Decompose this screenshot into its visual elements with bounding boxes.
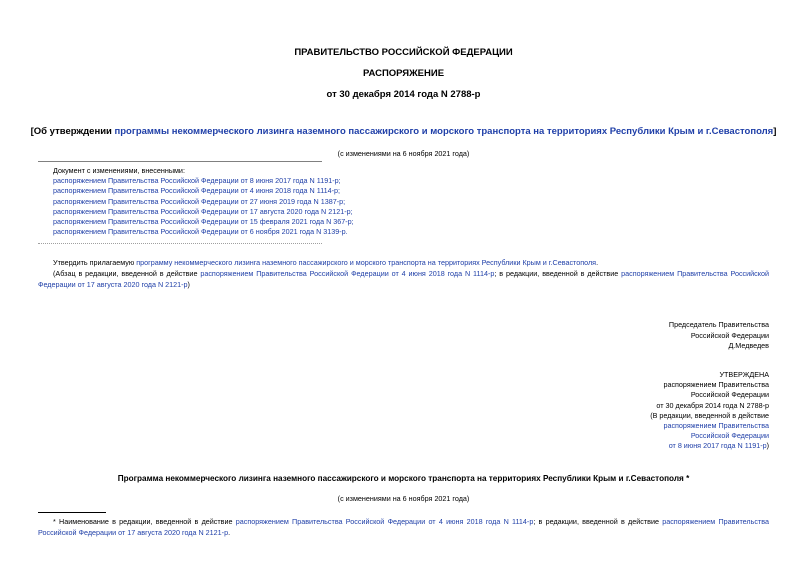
edition-line-1: [38, 268, 769, 279]
title-program-link[interactable]: программы некоммерческого лизинга наземного пассажирского и морского транспорта на территориях Республики Крым и г.Севастополя: [114, 126, 774, 137]
edition-link-2018[interactable]: распоряжением Правительства Российской Федерации от 4 июня 2018 года N 1114-р: [200, 269, 495, 278]
approve-program-link[interactable]: программу некоммерческого лизинга наземного пассажирского и морского транспорта на территориях Республики Крым и г.Севастополя: [136, 258, 597, 267]
footnote-link-2020-part2[interactable]: Российской Федерации от 17 августа 2020 года N 2121-р: [38, 528, 229, 537]
amendment-link-6[interactable]: распоряжением Правительства Российской Федерации от 6 ноября 2021 года N 3139-р.: [53, 227, 348, 237]
approved-block: [650, 370, 769, 452]
amendments-bottom-divider: [38, 243, 322, 244]
approved-line-4: (В редакции, введенной в действие: [650, 410, 769, 420]
title-bracket-close: ]: [773, 126, 777, 137]
footnote-line-2: [38, 528, 230, 537]
approve-prefix: Утвердить прилагаемую: [53, 258, 137, 267]
edition-line-2: [38, 280, 190, 289]
footnote-line-1: [38, 516, 769, 527]
edition-suffix: ): [187, 280, 190, 289]
order-date: от 30 декабря 2014 года N 2788-р: [326, 89, 481, 100]
amendment-link-5[interactable]: распоряжением Правительства Российской Федерации от 15 февраля 2021 года N 367-р;: [53, 217, 354, 227]
amendments-block: [53, 166, 354, 237]
order-heading: РАСПОРЯЖЕНИЕ: [362, 68, 445, 79]
footnote-prefix: * Наименование в редакции, введенной в действие: [53, 517, 236, 526]
program-title: Программа некоммерческого лизинга наземного пассажирского и морского транспорта на территориях Республики Крым и г.Севастополя *: [117, 474, 690, 483]
approved-close: ): [766, 441, 769, 451]
footnote-suffix: .: [228, 528, 231, 537]
edition-prefix: (Абзац в редакции, введенной в действие: [53, 269, 201, 278]
amendments-top-divider: [38, 161, 322, 162]
edition-link-2020-part1[interactable]: распоряжением Правительства Российской: [621, 269, 770, 278]
approved-link-line-3-wrap: [650, 441, 769, 451]
amendment-link-1[interactable]: распоряжением Правительства Российской Федерации от 8 июня 2017 года N 1191-р;: [53, 176, 341, 186]
approved-line-1: распоряжением Правительства: [663, 380, 769, 390]
signature-name: Д.Медведев: [728, 341, 769, 351]
approved-link-line-1[interactable]: распоряжением Правительства: [663, 421, 769, 431]
amendment-link-3[interactable]: распоряжением Правительства Российской Федерации от 27 июня 2019 года N 1387-р;: [53, 196, 346, 206]
footnote: [38, 516, 769, 538]
document-title: [0, 126, 807, 137]
government-heading: ПРАВИТЕЛЬСТВО РОССИЙСКОЙ ФЕДЕРАЦИИ: [294, 47, 513, 58]
edition-mid: ; в редакции, введенной в действие: [494, 269, 622, 278]
approve-paragraph: [53, 258, 598, 267]
edition-paragraph: [38, 268, 769, 290]
signature-block: [669, 320, 769, 352]
footnote-mid: ; в редакции, введенной в действие: [533, 517, 663, 526]
approved-label: УТВЕРЖДЕНА: [719, 370, 769, 379]
amendments-heading: Документ с изменениями, внесенными:: [53, 166, 185, 175]
footnote-link-2020-part1[interactable]: распоряжением Правительства: [662, 517, 769, 526]
signature-position-line-2: Российской Федерации: [690, 330, 769, 340]
signature-position-line-1: Председатель Правительства: [668, 320, 769, 329]
approve-suffix: .: [596, 258, 599, 267]
title-prefix: Об утверждении: [33, 126, 115, 137]
program-changes-note: (с изменениями на 6 ноября 2021 года): [337, 494, 470, 503]
approved-line-2: Российской Федерации: [690, 390, 769, 400]
footnote-divider: [38, 512, 106, 513]
footnote-link-2018[interactable]: распоряжением Правительства Российской Федерации от 4 июня 2018 года N 1114-р: [235, 517, 534, 526]
title-bracket-open: [: [30, 126, 34, 137]
changes-note: (с изменениями на 6 ноября 2021 года): [337, 149, 470, 158]
approved-link-line-3[interactable]: от 8 июня 2017 года N 1191-р: [668, 441, 767, 451]
approved-link-line-2[interactable]: Российской Федерации: [690, 431, 769, 441]
amendment-link-4[interactable]: распоряжением Правительства Российской Федерации от 17 августа 2020 года N 2121-р;: [53, 206, 353, 216]
approved-line-3: от 30 декабря 2014 года N 2788-р: [656, 400, 769, 410]
edition-link-2020-part2[interactable]: Федерации от 17 августа 2020 года N 2121-р: [38, 280, 188, 289]
amendment-link-2[interactable]: распоряжением Правительства Российской Федерации от 4 июня 2018 года N 1114-р;: [53, 186, 341, 196]
